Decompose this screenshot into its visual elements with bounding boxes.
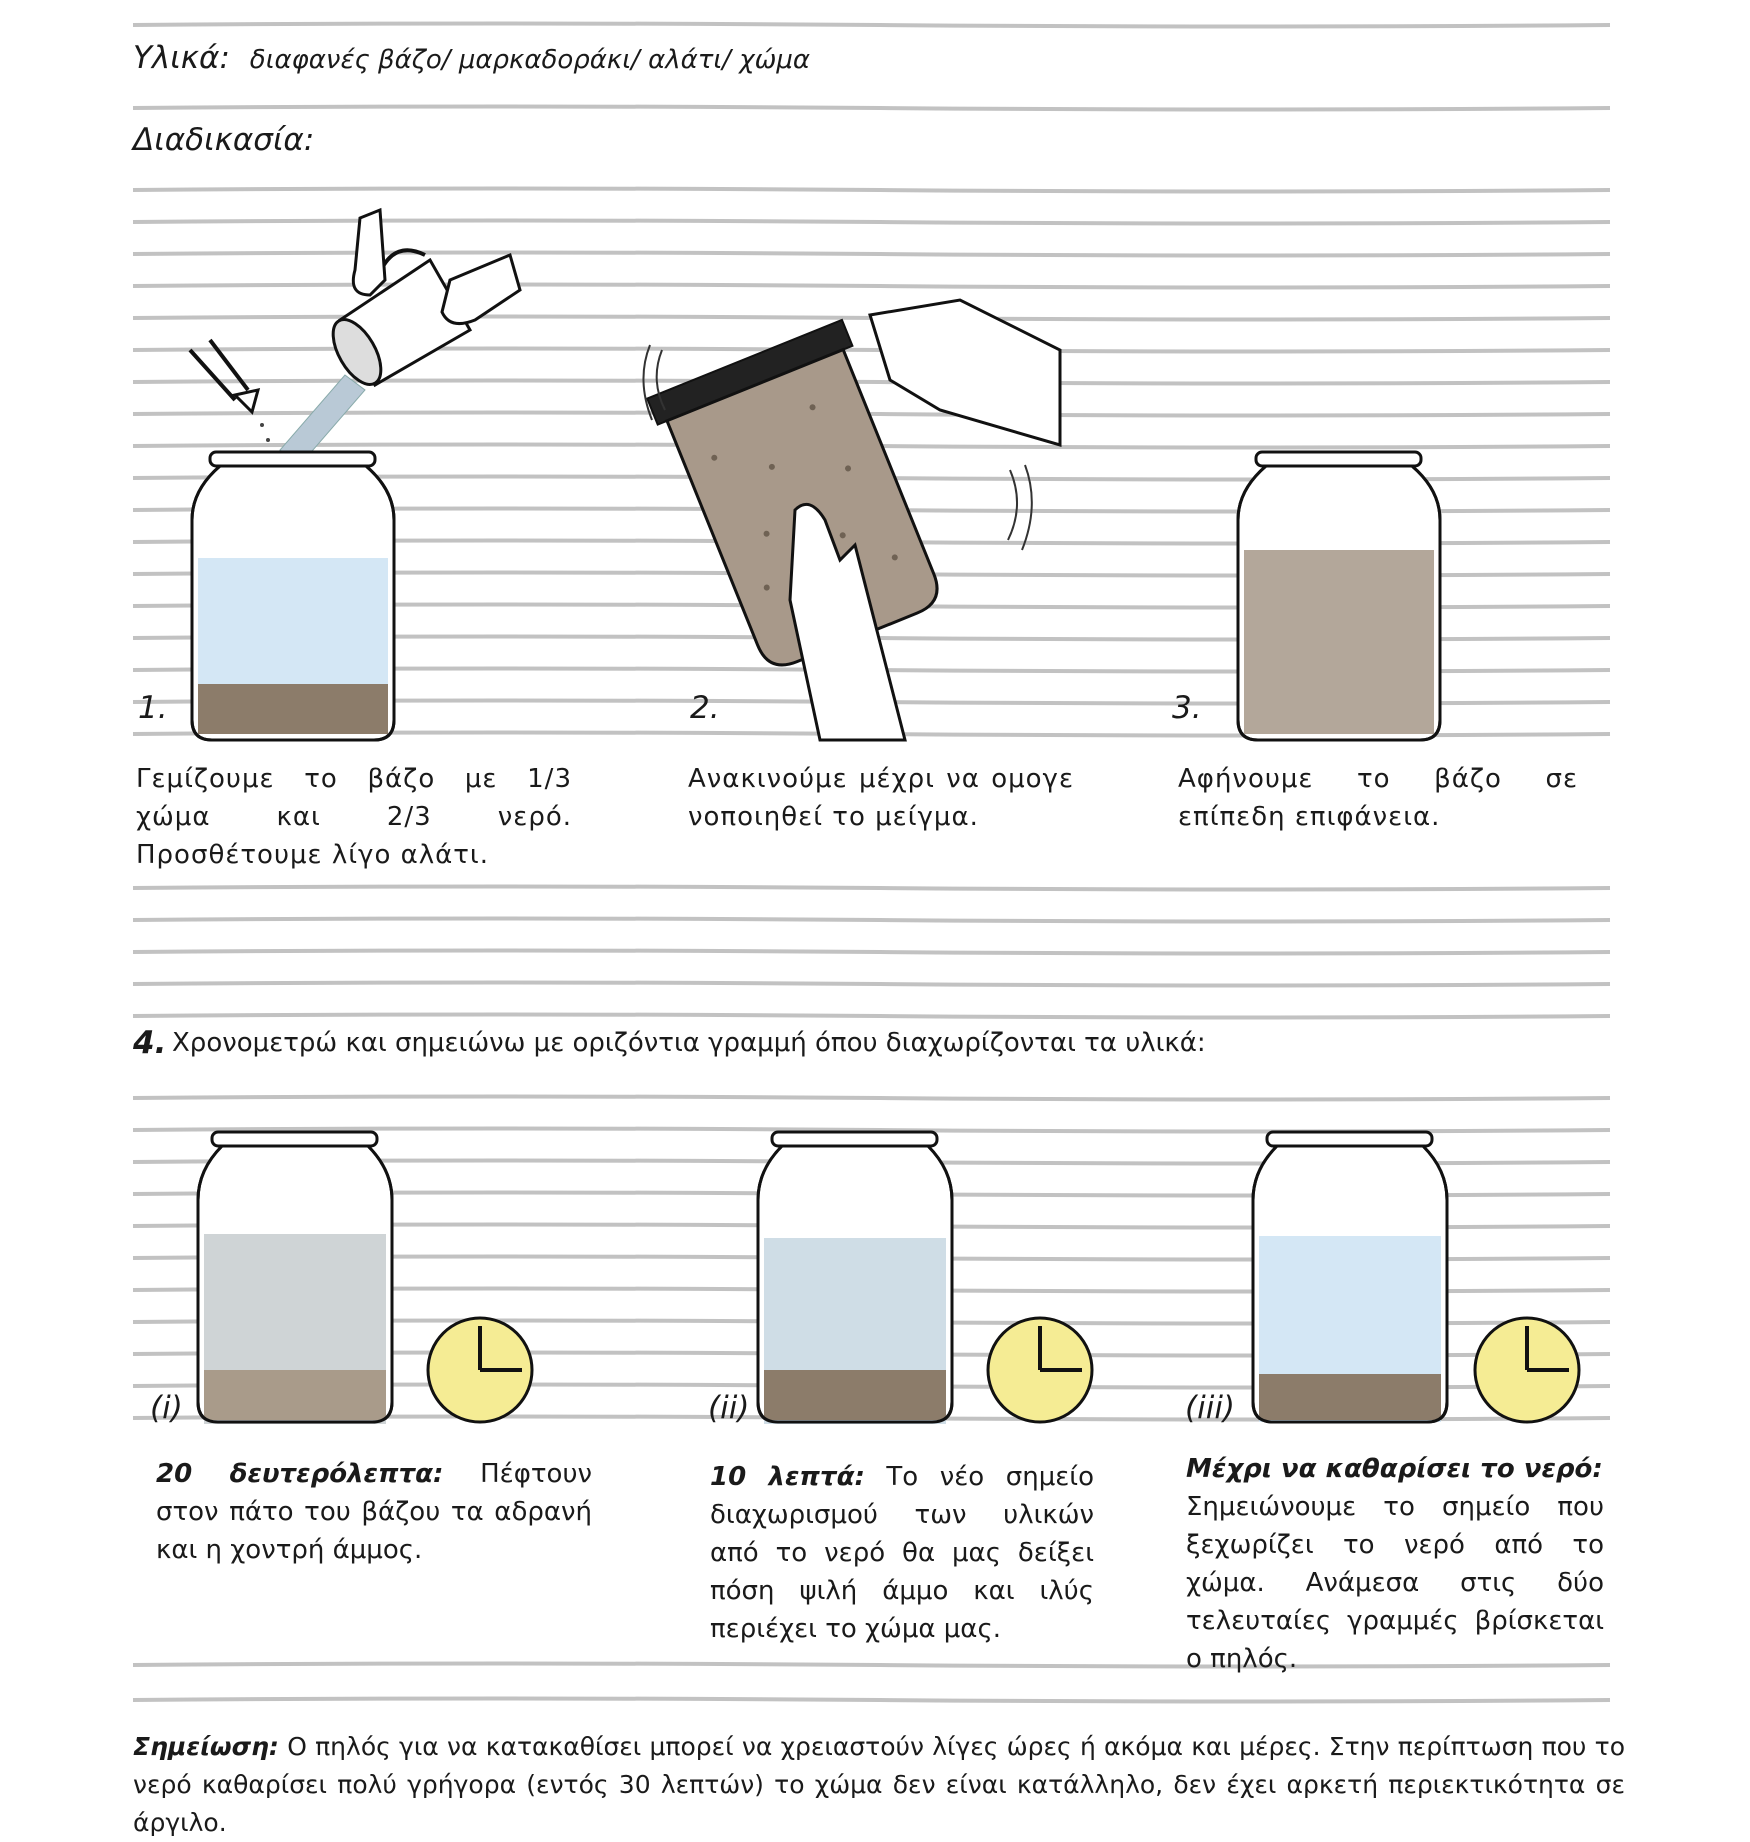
materials-items: διαφανές βάζο/ μαρκαδοράκι/ αλάτι/ χώμα (249, 45, 811, 75)
ruled-line (133, 107, 1610, 110)
jar-icon (1238, 452, 1440, 740)
note-label: Σημείωση: (133, 1732, 279, 1761)
step-3-text: Αφήνουμε το βάζο σε επίπεδη επιφάνεια. (1178, 764, 1578, 832)
stage-iii-caption (1186, 1450, 1604, 1678)
step-1-text: Γεμίζουμε το βάζο με 1/3 χώμα και 2/3 νερό. Προσθέτουμε λίγο αλάτι. (136, 764, 572, 870)
materials-line (133, 40, 810, 76)
stage-iii-text: Σημειώνουμε το σημείο που ξεχωρίζει το νερό από το χώμα. Ανάμεσα στις δύο τελευταίες γραμμές βρίσκεται ο πηλός. (1186, 1492, 1604, 1674)
ruled-line (133, 983, 1610, 986)
ruled-line (133, 24, 1610, 27)
stage-i-time: 20 δευτερόλεπτα: (156, 1459, 444, 1489)
jar-icon (192, 452, 394, 740)
stage-ii-illustration (750, 1130, 1110, 1430)
stage-iii-time: Μέχρι να καθαρίσει το νερό: (1186, 1454, 1603, 1484)
ruled-line (133, 919, 1610, 922)
step-4-text: Χρονομετρώ και σημειώνω με οριζόντια γραμμή όπου διαχωρίζονται τα υλικά: (172, 1028, 1206, 1058)
jar-icon (758, 1132, 952, 1424)
clock-icon (988, 1318, 1092, 1422)
step-2-text: Ανακινούμε μέχρι να ομογε νοποιηθεί το μείγμα. (688, 764, 1074, 832)
stage-i-caption (156, 1455, 592, 1569)
stage-iii-label: (iii) (1185, 1390, 1236, 1426)
note (133, 1728, 1625, 1842)
clock-icon (428, 1318, 532, 1422)
ruled-line (133, 1097, 1610, 1100)
procedure-heading: Διαδικασία: (133, 122, 315, 158)
jar-icon (1253, 1132, 1447, 1422)
jar-icon (198, 1132, 392, 1424)
stage-ii-text: Το νέο σημείο διαχωρισμού των υλικών από το νερό θα μας δείξει πόση ψιλή άμμο και ιλύς περιέχει το χώμα μας. (710, 1462, 1095, 1644)
note-text: Ο πηλός για να κατακαθίσει μπορεί να χρειαστούν λίγες ώρες ή ακόμα και μέρες. Στην περίπτωση που το νερό καθαρίσει πολύ γρήγορα (εντός 30 λεπτών) το χώμα δεν είναι κατάλληλο, δεν έχει αρκετή περιεκτικότητα σε άργιλο. (133, 1732, 1625, 1837)
jar-shaking-illustration (640, 270, 1070, 750)
jar-resting-illustration (1230, 450, 1460, 750)
ruled-line (133, 1015, 1610, 1018)
jar-filling-illustration (180, 200, 550, 750)
stage-i-text: Πέφτουν στον πάτο του βάζου τα αδρανή και η χοντρή άμμος. (156, 1459, 593, 1565)
step-4-number: 4. (133, 1025, 167, 1061)
clock-icon (1475, 1318, 1579, 1422)
ruled-line (133, 189, 1610, 192)
stage-ii-time: 10 λεπτά: (710, 1462, 865, 1492)
stage-iii-illustration (1245, 1130, 1605, 1430)
stage-ii-label: (ii) (708, 1390, 750, 1426)
ruled-line (133, 887, 1610, 890)
step-1-number: 1. (138, 690, 168, 726)
ruled-line (133, 1699, 1610, 1702)
spoon-icon (190, 340, 258, 412)
stage-ii-caption (710, 1458, 1094, 1648)
stage-i-illustration (190, 1130, 550, 1430)
step-3-number: 3. (1172, 690, 1202, 726)
step-2-number: 2. (690, 690, 720, 726)
materials-label: Υλικά: (133, 40, 230, 76)
stage-i-label: (i) (150, 1390, 183, 1426)
ruled-line (133, 951, 1610, 954)
